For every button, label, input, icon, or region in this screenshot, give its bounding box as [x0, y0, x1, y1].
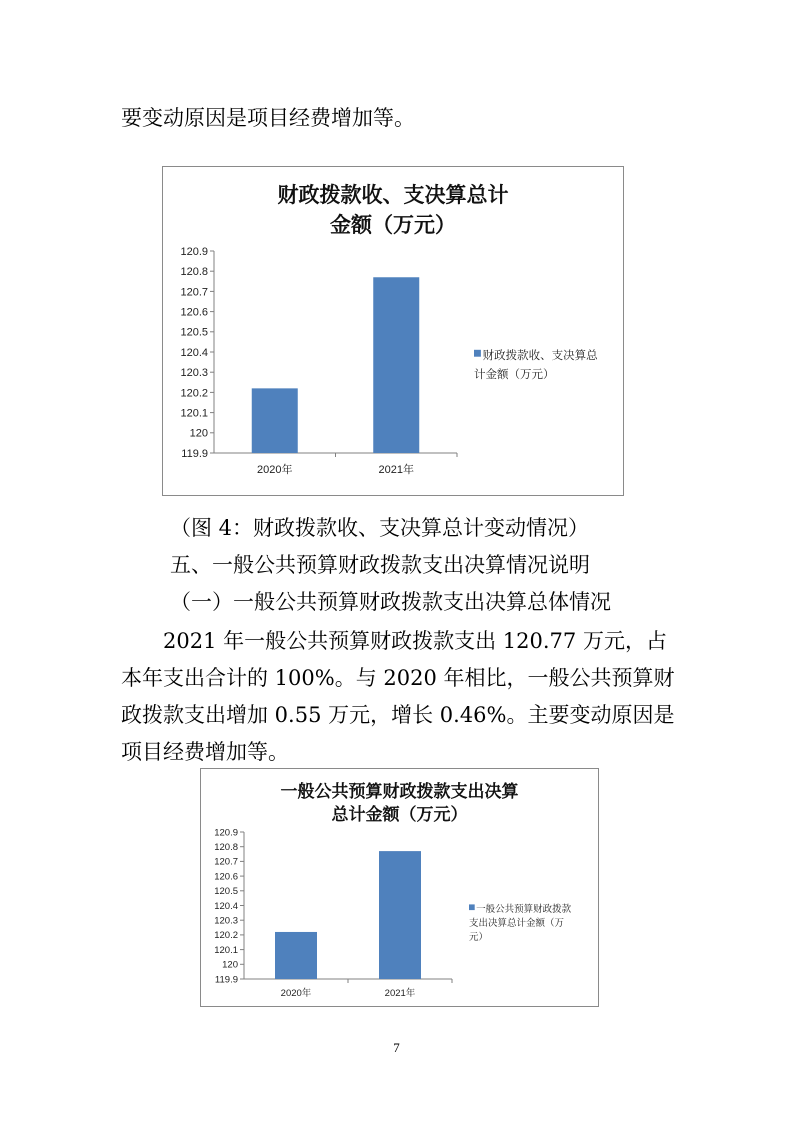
chart-2-plot	[201, 769, 598, 1006]
chart-1-y-tick-label: 120.7	[180, 286, 208, 299]
chart-2-y-tick-label: 120.7	[214, 856, 238, 868]
chart-1-bar	[373, 277, 419, 453]
chart-1-y-tick-label: 120.4	[180, 346, 208, 359]
chart-2-y-tick-label: 120.5	[214, 886, 238, 898]
chart-1-legend-label: 计金额（万元）	[474, 369, 555, 381]
chart-1-y-tick-label: 120.3	[180, 367, 208, 380]
chart-2-legend-swatch	[469, 904, 475, 910]
chart-1-y-tick-label: 120.1	[180, 407, 208, 420]
chart-1-bar	[252, 388, 298, 453]
chart-2-y-tick-label: 120.2	[214, 930, 238, 942]
chart-2-y-tick-label: 120.8	[214, 842, 238, 854]
figure-caption: （图 4：财政拨款收、支决算总计变动情况）	[170, 516, 590, 540]
chart-2-x-tick-label: 2020年	[280, 988, 312, 999]
chart-2-y-tick-label: 120.6	[214, 871, 238, 883]
chart-1-y-tick-label: 120.6	[180, 306, 208, 319]
section-heading-5: 五、一般公共预算财政拨款支出决算情况说明	[170, 553, 590, 577]
chart-2-y-tick-label: 120.4	[214, 900, 238, 912]
chart-1-legend-swatch	[474, 350, 481, 357]
body-text-line: 要变动原因是项目经费增加等。	[121, 106, 415, 130]
chart-2-title-line1: 一般公共预算财政拨款支出决算	[280, 782, 519, 802]
section-heading-5-1: （一）一般公共预算财政拨款支出决算总体情况	[170, 590, 611, 614]
chart-1-legend-label: 财政拨款收、支决算总	[482, 350, 598, 362]
chart-2-legend-label: 支出决算总计金额（万	[469, 918, 565, 929]
chart-1-title-line1: 财政拨款收、支决算总计	[277, 183, 509, 207]
chart-1-y-tick-label: 120.9	[180, 245, 208, 258]
chart-1-y-tick-label: 120	[189, 427, 208, 440]
chart-2-y-tick-label: 120.1	[214, 944, 238, 956]
chart-2-title-line2: 总计金额（万元）	[331, 805, 468, 825]
chart-2-y-tick-label: 119.9	[214, 974, 238, 986]
chart-1-x-tick-label: 2021年	[378, 464, 414, 476]
chart-2-y-tick-label: 120.3	[214, 915, 238, 927]
page-number: 7	[393, 1040, 400, 1055]
chart-1-plot	[163, 167, 623, 495]
chart-2-legend-label: 元）	[469, 932, 489, 943]
chart-1	[162, 166, 624, 496]
chart-2	[200, 768, 599, 1007]
body-paragraph: 2021 年一般公共预算财政拨款支出 120.77 万元，占本年支出合计的 100%。与 2020 年相比，一般公共预算财政拨款支出增加 0.55 万元，增长 0.46%。主要变动原因是项目经费增加等。	[121, 629, 675, 764]
chart-2-y-tick-label: 120.9	[214, 827, 238, 839]
chart-2-y-tick-label: 120	[222, 959, 238, 971]
chart-1-y-tick-label: 120.8	[180, 266, 208, 279]
chart-1-y-tick-label: 119.9	[181, 447, 208, 460]
chart-2-legend-label: 一般公共预算财政拨款	[476, 904, 572, 915]
chart-2-x-tick-label: 2021年	[384, 988, 416, 999]
chart-1-title-line2: 金额（万元）	[330, 213, 456, 237]
chart-1-y-tick-label: 120.5	[180, 326, 208, 339]
chart-1-y-tick-label: 120.2	[180, 387, 208, 400]
chart-2-bar	[379, 851, 421, 979]
chart-2-bar	[275, 932, 317, 979]
chart-1-x-tick-label: 2020年	[257, 464, 293, 476]
